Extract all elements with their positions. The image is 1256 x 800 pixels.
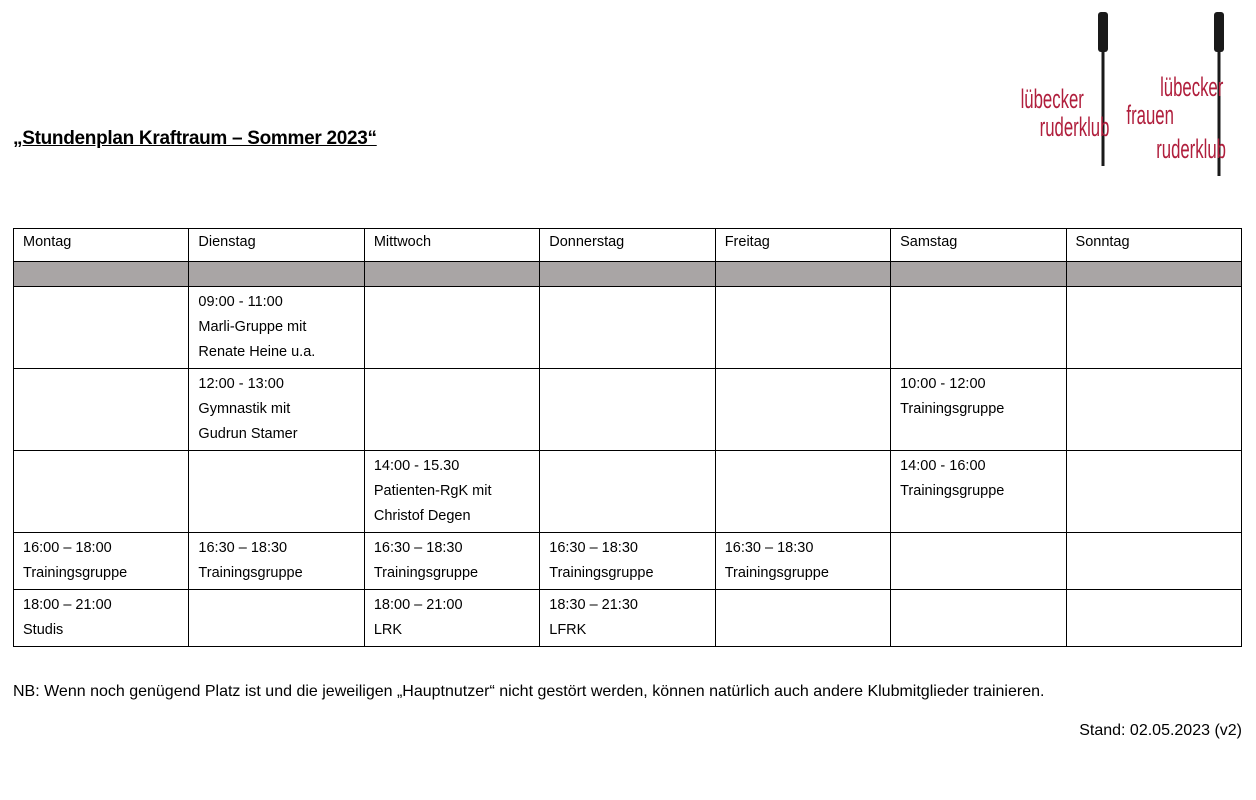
table-cell xyxy=(715,451,890,533)
table-cell xyxy=(540,369,715,451)
table-cell xyxy=(14,590,189,647)
cell-text: 12:00 - 13:00 xyxy=(198,376,284,392)
page-title: „Stundenplan Kraftraum – Sommer 2023“ xyxy=(13,128,377,149)
table-cell xyxy=(14,287,189,369)
table-cell xyxy=(364,533,539,590)
cell-text: Christof Degen xyxy=(373,508,471,524)
table-row xyxy=(14,533,1242,590)
table-cell xyxy=(14,533,189,590)
header-sunday: Sonntag xyxy=(1066,229,1241,262)
table-cell xyxy=(364,590,539,647)
header-row xyxy=(14,229,1242,262)
table-row xyxy=(14,590,1242,647)
table-cell xyxy=(715,369,890,451)
cell-text: Trainingsgruppe xyxy=(198,565,303,581)
lrk-logo xyxy=(1021,12,1110,166)
cell-text: 18:00 – 21:00 xyxy=(23,597,112,613)
table-cell xyxy=(14,369,189,451)
grey-separator-row xyxy=(14,262,1242,287)
cell-text: 09:00 - 11:00 xyxy=(198,294,283,310)
lfrk-logo-line3: ruderklub xyxy=(1156,133,1226,165)
header-tuesday: Dienstag xyxy=(189,229,364,262)
cell-text: 14:00 - 15.30 xyxy=(373,458,460,474)
table-cell xyxy=(189,287,364,369)
cell-text: 16:30 – 18:30 xyxy=(549,540,638,556)
cell-text: Gymnastik mit xyxy=(198,401,291,417)
schedule-table xyxy=(13,228,1242,647)
cell-text: LRK xyxy=(373,622,403,638)
lfrk-logo-line1: lübecker xyxy=(1160,71,1224,103)
lfrk-logo-line2: frauen xyxy=(1126,99,1174,131)
cell-text: Trainingsgruppe xyxy=(900,401,1005,417)
table-cell xyxy=(1066,287,1241,369)
lfrk-logo xyxy=(1126,12,1226,176)
cell-text: 16:30 – 18:30 xyxy=(373,540,463,556)
table-cell xyxy=(540,590,715,647)
cell-text: Trainingsgruppe xyxy=(23,565,128,581)
table-cell xyxy=(189,369,364,451)
lrk-logo-line2: ruderklub xyxy=(1039,111,1110,143)
table-cell xyxy=(891,287,1066,369)
table-cell xyxy=(715,533,890,590)
header-monday: Montag xyxy=(14,229,189,262)
table-cell xyxy=(891,451,1066,533)
cell-text: 14:00 - 16:00 xyxy=(900,458,986,474)
cell-text: Patienten-RgK mit xyxy=(373,483,492,499)
cell-text: Gudrun Stamer xyxy=(198,426,298,442)
table-row xyxy=(14,287,1242,369)
table-cell xyxy=(540,533,715,590)
cell-text: Renate Heine u.a. xyxy=(198,344,316,360)
cell-text: Studis xyxy=(23,622,64,638)
table-cell xyxy=(364,451,539,533)
table-cell xyxy=(891,533,1066,590)
table-cell xyxy=(1066,451,1241,533)
footnote: NB: Wenn noch genügend Platz ist und die jeweiligen „Hauptnutzer“ nicht gestört werden, können natürlich auch andere Klubmitglieder trainieren. xyxy=(13,683,1045,700)
table-cell xyxy=(540,451,715,533)
lrk-logo-line1: lübecker xyxy=(1020,83,1084,115)
cell-text: 16:30 – 18:30 xyxy=(724,540,814,556)
table-cell xyxy=(715,590,890,647)
header-friday: Freitag xyxy=(715,229,890,262)
cell-text: 16:00 – 18:00 xyxy=(23,540,112,556)
table-row xyxy=(14,451,1242,533)
table-cell xyxy=(189,590,364,647)
cell-text: Trainingsgruppe xyxy=(549,565,654,581)
cell-text: 18:30 – 21:30 xyxy=(549,597,638,613)
cell-text: 16:30 – 18:30 xyxy=(198,540,288,556)
table-cell xyxy=(189,451,364,533)
table-cell xyxy=(540,287,715,369)
table-cell xyxy=(14,451,189,533)
cell-text: 18:00 – 21:00 xyxy=(373,597,463,613)
cell-text: 10:00 - 12:00 xyxy=(900,376,986,392)
header-saturday: Samstag xyxy=(891,229,1066,262)
header-wednesday: Mittwoch xyxy=(364,229,539,262)
table-cell xyxy=(189,533,364,590)
table-row xyxy=(14,369,1242,451)
cell-text: Trainingsgruppe xyxy=(724,565,829,581)
table-cell xyxy=(715,287,890,369)
cell-text: Trainingsgruppe xyxy=(373,565,479,581)
club-logos xyxy=(1015,8,1245,180)
table-cell xyxy=(891,590,1066,647)
table-cell xyxy=(1066,590,1241,647)
table-cell xyxy=(364,287,539,369)
table-cell xyxy=(364,369,539,451)
table-cell xyxy=(1066,533,1241,590)
cell-text: LFRK xyxy=(549,622,587,638)
version-stamp: Stand: 02.05.2023 (v2) xyxy=(1079,722,1242,739)
table-cell xyxy=(891,369,1066,451)
cell-text: Marli-Gruppe mit xyxy=(198,319,307,335)
cell-text: Trainingsgruppe xyxy=(900,483,1005,499)
header-thursday: Donnerstag xyxy=(540,229,715,262)
table-cell xyxy=(1066,369,1241,451)
